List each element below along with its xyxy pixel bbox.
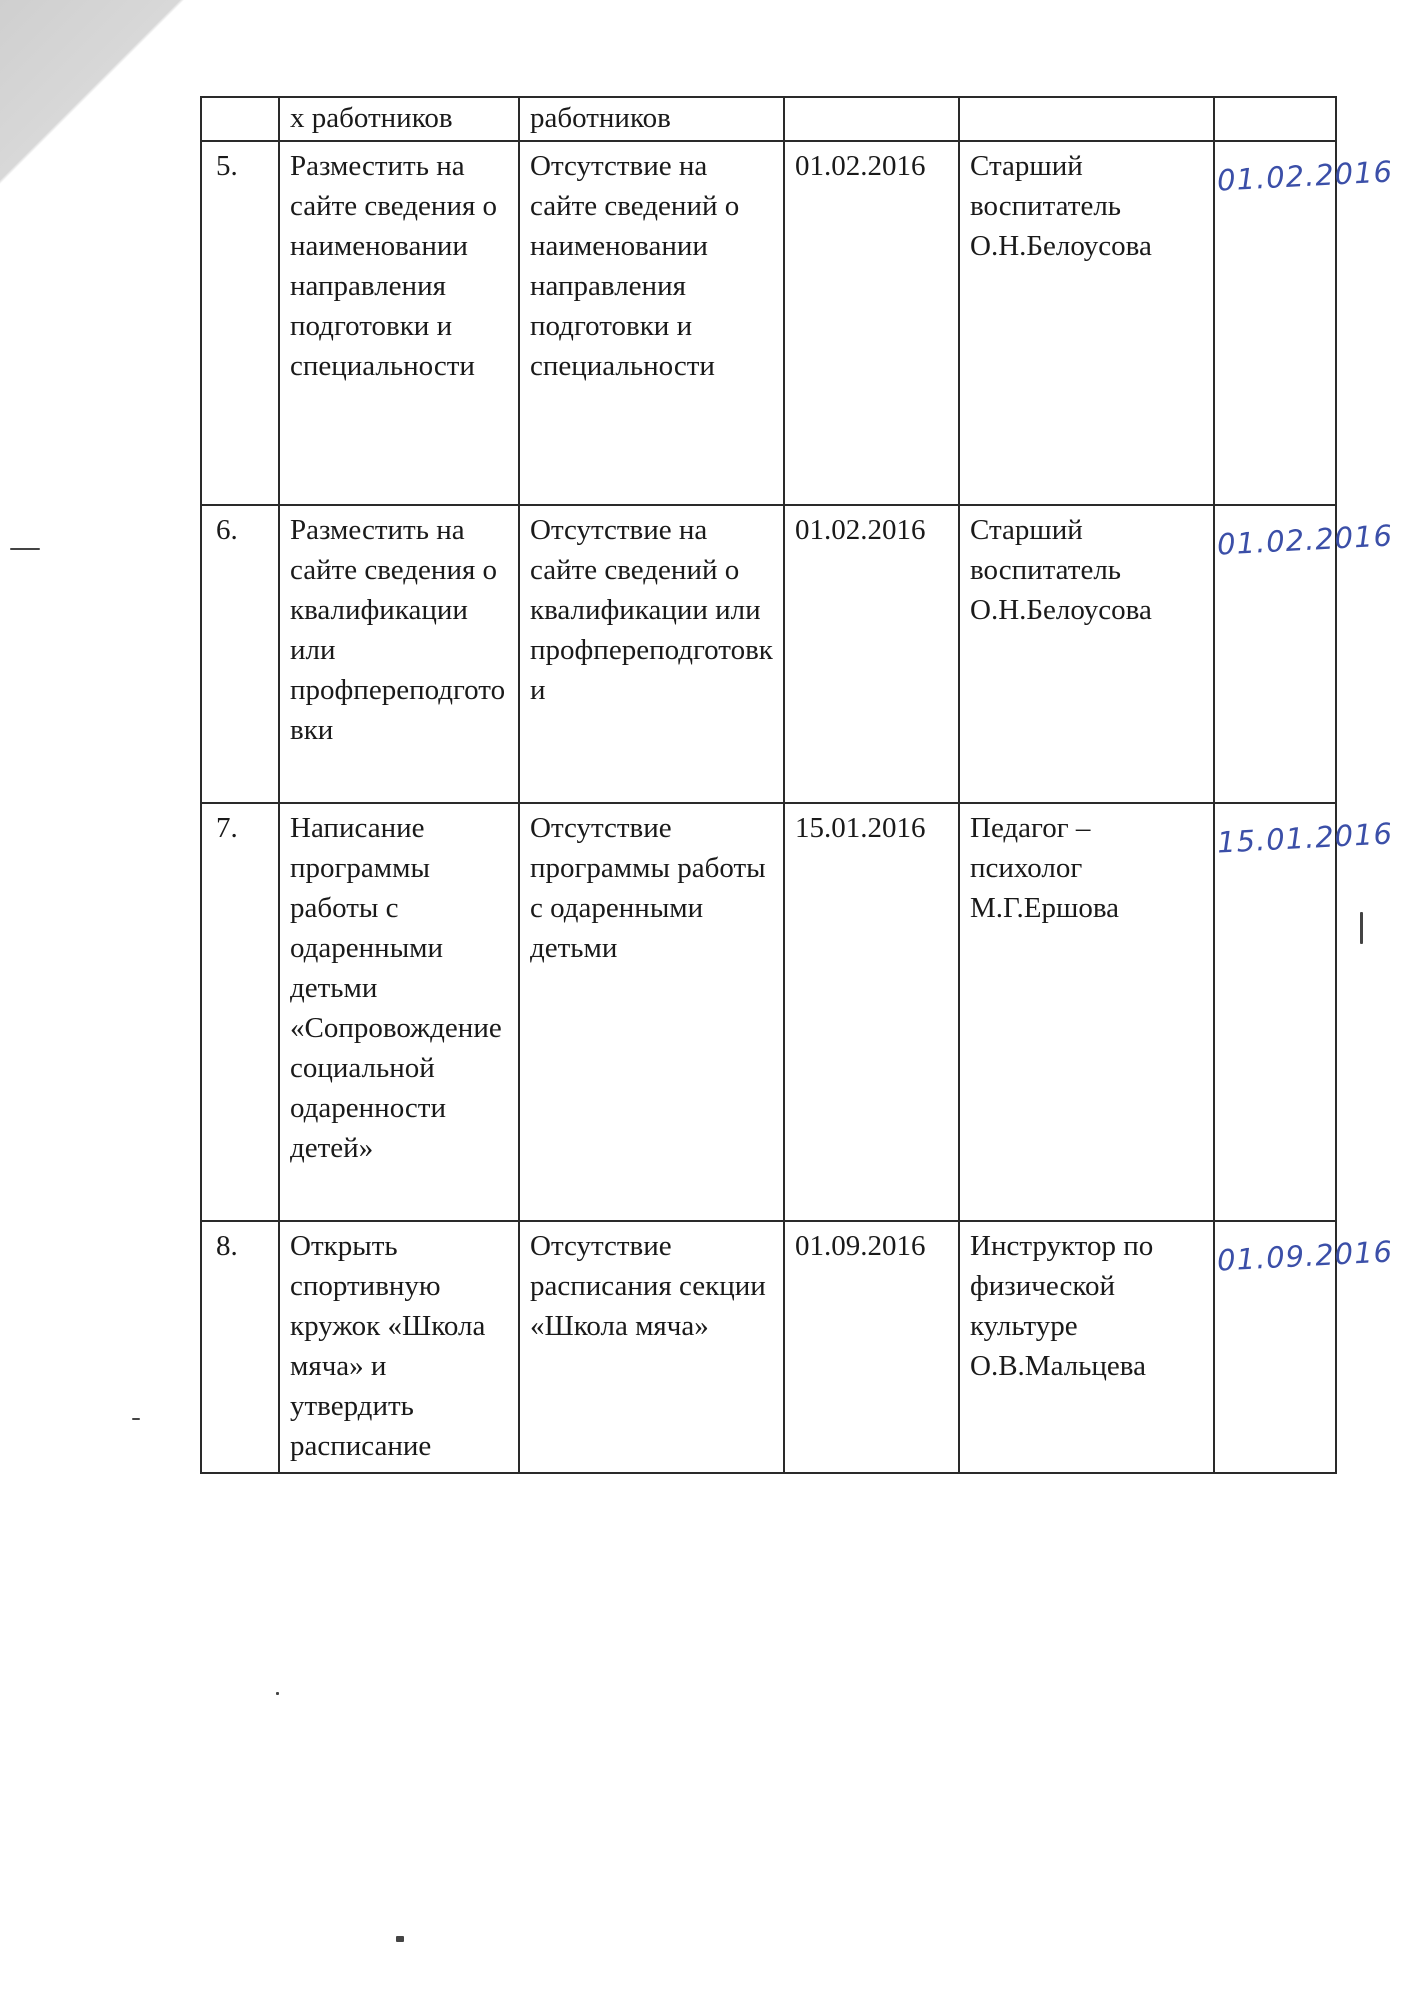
table-row — [201, 505, 1336, 803]
handwritten-date: 01.02.2016 — [1216, 154, 1394, 198]
table-row — [201, 1221, 1336, 1473]
cell-num: 7. — [201, 803, 279, 1221]
cell-date: 01.09.2016 — [784, 1221, 959, 1473]
cell-date: 01.02.2016 — [784, 505, 959, 803]
cell-sign — [1214, 97, 1336, 141]
cell-num: 5. — [201, 141, 279, 505]
measures-table-container — [200, 96, 1394, 1474]
cell-sign-handwritten — [1214, 803, 1394, 1221]
cell-measure: Разместить на сайте сведения о наименовании направления подготовки и специальности — [279, 141, 519, 505]
cell-sign-handwritten — [1214, 505, 1394, 803]
cell-sign-handwritten — [1214, 141, 1394, 505]
cell-num — [201, 97, 279, 141]
cell-measure: Разместить на сайте сведения о квалификации или профпереподготовки — [279, 505, 519, 803]
cell-measure: Написание программы работы с одаренными детьми «Сопровождение социальной одаренности детей» — [279, 803, 519, 1221]
cell-responsible: Старший воспитатель О.Н.Белоусова — [959, 141, 1214, 505]
cell-num: 8. — [201, 1221, 279, 1473]
cell-sign-handwritten — [1214, 1221, 1394, 1473]
scan-speck — [10, 548, 40, 550]
cell-measure: Открыть спортивную кружок «Школа мяча» и утвердить расписание — [279, 1221, 519, 1473]
scan-speck — [1360, 912, 1363, 944]
cell-measure: х работников — [279, 97, 519, 141]
cell-reason: Отсутствие программы работы с одаренными детьми — [519, 803, 784, 1221]
cell-date — [784, 97, 959, 141]
cell-reason: Отсутствие расписания секции «Школа мяча» — [519, 1221, 784, 1473]
cell-reason: работников — [519, 97, 784, 141]
table-row-continuation — [201, 97, 1336, 141]
cell-date: 15.01.2016 — [784, 803, 959, 1221]
cell-responsible — [959, 97, 1214, 141]
scan-speck — [396, 1936, 404, 1942]
cell-responsible: Педагог – психолог М.Г.Ершова — [959, 803, 1214, 1221]
cell-responsible: Инструктор по физической культуре О.В.Мальцева — [959, 1221, 1214, 1473]
cell-date: 01.02.2016 — [784, 141, 959, 505]
handwritten-date: 15.01.2016 — [1216, 816, 1394, 860]
handwritten-date: 01.09.2016 — [1216, 1234, 1394, 1278]
scan-corner-shadow — [0, 0, 190, 260]
handwritten-date: 01.02.2016 — [1216, 518, 1394, 562]
measures-table — [200, 96, 1394, 1474]
scan-speck — [132, 1418, 140, 1420]
cell-num: 6. — [201, 505, 279, 803]
cell-responsible: Старший воспитатель О.Н.Белоусова — [959, 505, 1214, 803]
scan-speck — [276, 1692, 279, 1695]
cell-reason: Отсутствие на сайте сведений о квалификации или профпереподготовки — [519, 505, 784, 803]
table-row — [201, 141, 1336, 505]
cell-reason: Отсутствие на сайте сведений о наименовании направления подготовки и специальности — [519, 141, 784, 505]
table-row — [201, 803, 1336, 1221]
